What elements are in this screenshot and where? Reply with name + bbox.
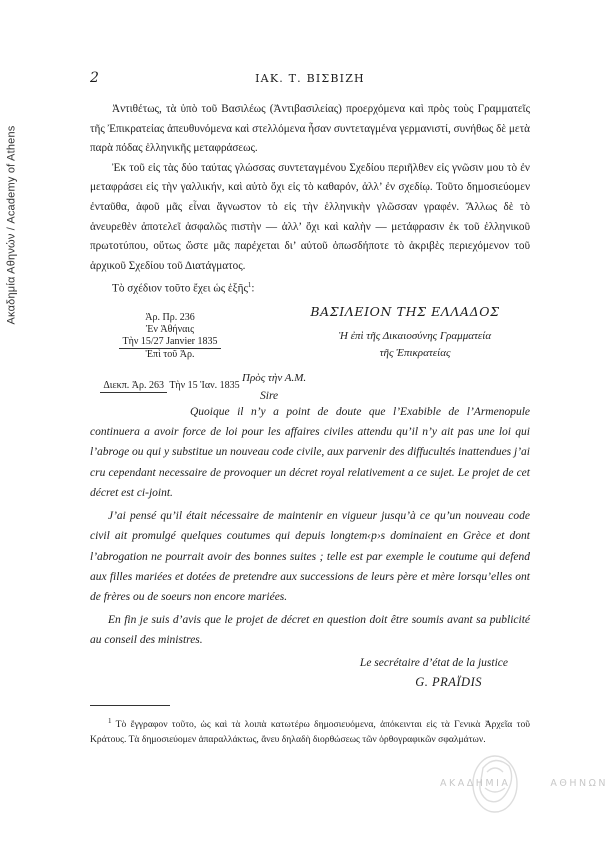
ministry-line-2: τῆς Ἐπικρατείας [379,346,451,359]
intro-colon: : [251,283,255,296]
kingdom-heading: ΒΑΣΙΛΕΙΟΝ ΤΗΣ ΕΛΛΑΔΟΣ [310,303,500,319]
signature-name: G. PRAÏDIS [415,674,482,689]
body-paragraph-2: Ἐκ τοῦ εἰς τὰς δύο ταύτας γλώσσας συντεταγμένου Σχεδίου περιῆλθεν εἰς γνῶσιν μου τὸ ἐν μεταφράσει εἰς τὴν γαλλικήν, καὶ αὐτὸ ὄχι εἰς τὸ καθαρόν, ἀλλ’ ἐν σχεδίῳ. Τοῦτο δημοσιεύομεν ἐνταῦθα, ἀφοῦ μᾶς εἶναι ἄγνωστον τὸ εἰς τὴν ἑλληνικὴν γλῶσσαν γραφέν. Ἄλλως δὲ τὸ ἀνευρεθὲν ἀποτελεῖ ἀσφαλῶς πιστὴν — ἀλλ’ ὄχι καὶ καλὴν — μετάφρασιν ἐκ τοῦ ἑλληνικοῦ πρωτοτύπου, οὕτως ὥστε μᾶς παρέχεται δι’ αὐτοῦ ὁπωσδήποτε τὸ ἀκριβὲς περιεχόμενον τοῦ ἀρχικοῦ Σχεδίου τοῦ Διατάγματος. [90,161,530,272]
intro-text: Τὸ σχέδιον τοῦτο ἔχει ὡς ἑξῆς [112,283,248,296]
document-page [90,70,530,747]
footnote [90,714,530,747]
footnote-text: Τὸ ἔγγραφον τοῦτο, ὡς καὶ τὰ λοιπὰ κατωτέρω δημοσιευόμενα, ἀπόκεινται εἰς τὰ Γενικὰ Ἀρχεῖα τοῦ Κράτους. Τὰ δημοσιεύομεν ἀπαραλλάκτως, ἄνευ δηλαδὴ διορθώσεως τῶν ὀρθογραφικῶν σφαλμάτων. [90,718,530,745]
protocol-place: Ἐν Ἀθήναις [145,323,195,335]
side-watermark-text: Ακαδημία Αθηνών / Academy of Athens [5,125,18,325]
academy-word-1: ΑΚΑΔΗΜΙΑ [440,778,511,789]
addressee: Πρὸς τὴν Α.Μ. [242,371,307,384]
side-watermark [2,60,20,390]
intro-line [90,276,530,299]
footnote-marker: 1 [108,716,112,725]
dispatch-number: Διεκπ. Ἀρ. 263 [100,380,167,393]
letter-paragraph-2: J’ai pensé qu’il était nécessaire de maintenir en vigueur jusqu’à ce qu’un nouveau code civil ait promulgé quelques coutumes qui depuis longtem‹p›s dominaient en Grèce et dont l’abrogation ne pourrait avoir des bonnes suites ; telle est par exemple le coutume qui defend aux filles mariées et dotées de pretendre aux successions de leurs père et mère lorsqu’elles ont de frères ou de soeurs non encore mariées. [90,509,530,604]
protocol-number: Ἀρ. Πρ. 236 [145,311,195,323]
running-title: ΙΑΚ. Τ. ΒΙΣΒΙΖΗ [255,72,365,85]
academy-watermark [440,778,608,789]
letter-paragraph-1: Quoique il n’y a point de doute que l’Exabible de l’Armenopule continuera a avoir force de loi pour les affaires civiles attendu qu’il n’y ait pas une loi qui l’abroge ou qui y substitue un nouveau code civile, aux parvenir des diffucultés inattendues j’ai cru cependant necessaire de provoquer un décret royal relativement a ce sujet. Le projet de cet décret est ci-joint. [90,405,530,500]
protocol-date: Τὴν 15/27 Janvier 1835 [119,336,220,349]
body-paragraph-1: Ἀντιθέτως, τὰ ὑπὸ τοῦ Βασιλέως (Ἀντιβασιλείας) προερχόμενα καὶ πρὸς τοὺς Γραμματεῖς τῆς Ἐπικρατείας ἀπευθυνόμενα καὶ στελλόμενα ἦσαν συντεταγμένα γερμανιστί, συνήθως δὲ μετὰ παρὰ πόδας ἑλληνικῆς μεταφράσεως. [90,103,530,155]
academy-word-2: ΑΘΗΝΩΝ [550,778,608,789]
running-head [90,70,530,90]
ministry-heading [300,328,530,362]
protocol-on-number: Ἐπὶ τοῦ Ἀρ. [145,348,195,360]
dispatch-reference [90,380,250,393]
salutation: Sire [260,389,279,402]
footnote-ref: 1 [247,281,252,290]
ministry-line-1: Ἡ ἐπὶ τῆς Δικαιοσύνης Γραμματεία [338,329,492,342]
letter-header [90,302,530,402]
page-number: 2 [90,70,99,86]
protocol-reference [90,312,250,361]
footnote-divider [90,705,170,706]
dispatch-date: Τὴν 15 Ἰαν. 1835 [169,379,240,391]
letter-paragraph-3: En fin je suis d’avis que le projet de décret en question doit être soumis avant sa publicité au conseil des ministres. [90,613,530,647]
signature-role: Le secrétaire d’état de la justice [359,656,508,669]
